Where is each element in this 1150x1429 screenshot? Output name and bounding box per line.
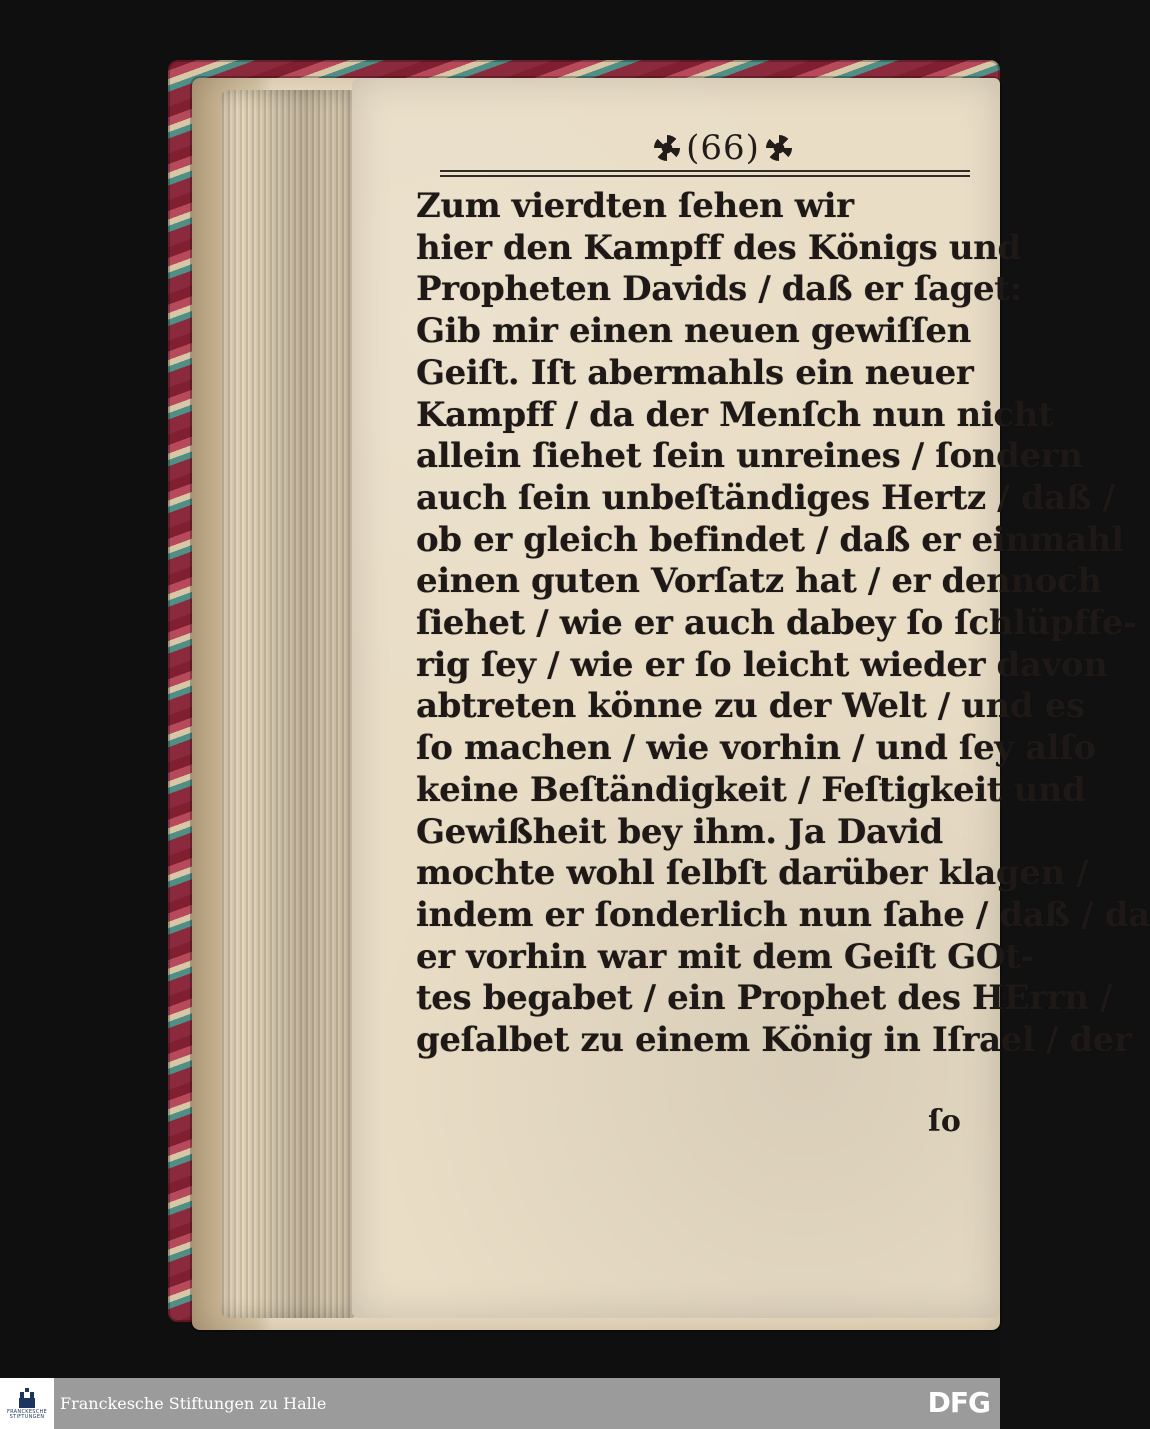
text-line: mochte wohl ſelbſt darüber klagen / bbox=[416, 853, 1089, 894]
text-line: er vorhin war mit dem Geiſt GOt- bbox=[416, 936, 1035, 977]
text-line: Kampff / da der Menſch nun nicht bbox=[416, 394, 1054, 435]
text-line: ob er gleich befindet / daß er einmahl bbox=[416, 519, 1124, 560]
text-line: indem er ſonderlich nun ſahe / daß / da bbox=[416, 894, 1150, 935]
header-rule bbox=[440, 170, 970, 178]
text-line: Propheten Davids / daß er ſaget: bbox=[416, 269, 1022, 310]
page-stack-edge bbox=[220, 90, 360, 1318]
franckesche-logo bbox=[0, 1378, 54, 1429]
text-line: Geiſt. Iſt abermahls ein neuer bbox=[416, 352, 974, 393]
text-line: ſiehet / wie er auch dabey ſo ſchlüpffe- bbox=[416, 603, 1137, 644]
text-line: Gib mir einen neuen gewiſſen bbox=[416, 311, 971, 352]
text-line: einen guten Vorſatz hat / er dennoch bbox=[416, 561, 1102, 602]
page-number bbox=[638, 126, 808, 170]
text-line: Zum vierdten ſehen wir bbox=[416, 186, 854, 226]
left-ornament-icon bbox=[654, 135, 680, 161]
text-line: rig ſey / wie er ſo leicht wieder davon bbox=[416, 644, 1108, 685]
text-line: keine Beſtändigkeit / Feſtigkeit und bbox=[416, 769, 1086, 810]
text-line: allein ſiehet ſein unreines / ſondern bbox=[416, 436, 1083, 477]
building-icon bbox=[18, 1388, 36, 1408]
page-text bbox=[416, 186, 1150, 1062]
logo-text: FRANCKESCHE STIFTUNGEN bbox=[6, 1408, 48, 1420]
right-ornament-icon bbox=[766, 135, 792, 161]
text-line: Gewißheit bey ihm. Ja David bbox=[416, 811, 943, 852]
text-line: geſalbet zu einem König in Iſrael / der bbox=[416, 1020, 1132, 1061]
text-line: hier den Kampff des Königs und bbox=[416, 227, 1021, 268]
text-line: auch ſein unbeſtändiges Hertz / daß / bbox=[416, 477, 1115, 518]
catchword: ſo bbox=[928, 1104, 961, 1139]
text-line: abtreten könne zu der Welt / und es bbox=[416, 686, 1085, 727]
institution-name: Franckesche Stiftungen zu Halle bbox=[60, 1393, 327, 1413]
page-number-text: (66) bbox=[686, 128, 760, 168]
footer-bar bbox=[0, 1378, 1000, 1429]
text-line: ſo machen / wie vorhin / und ſey alſo bbox=[416, 728, 1096, 769]
text-line: tes begabet / ein Prophet des HErrn / bbox=[416, 978, 1113, 1019]
dfg-logo: DFG bbox=[927, 1386, 990, 1419]
